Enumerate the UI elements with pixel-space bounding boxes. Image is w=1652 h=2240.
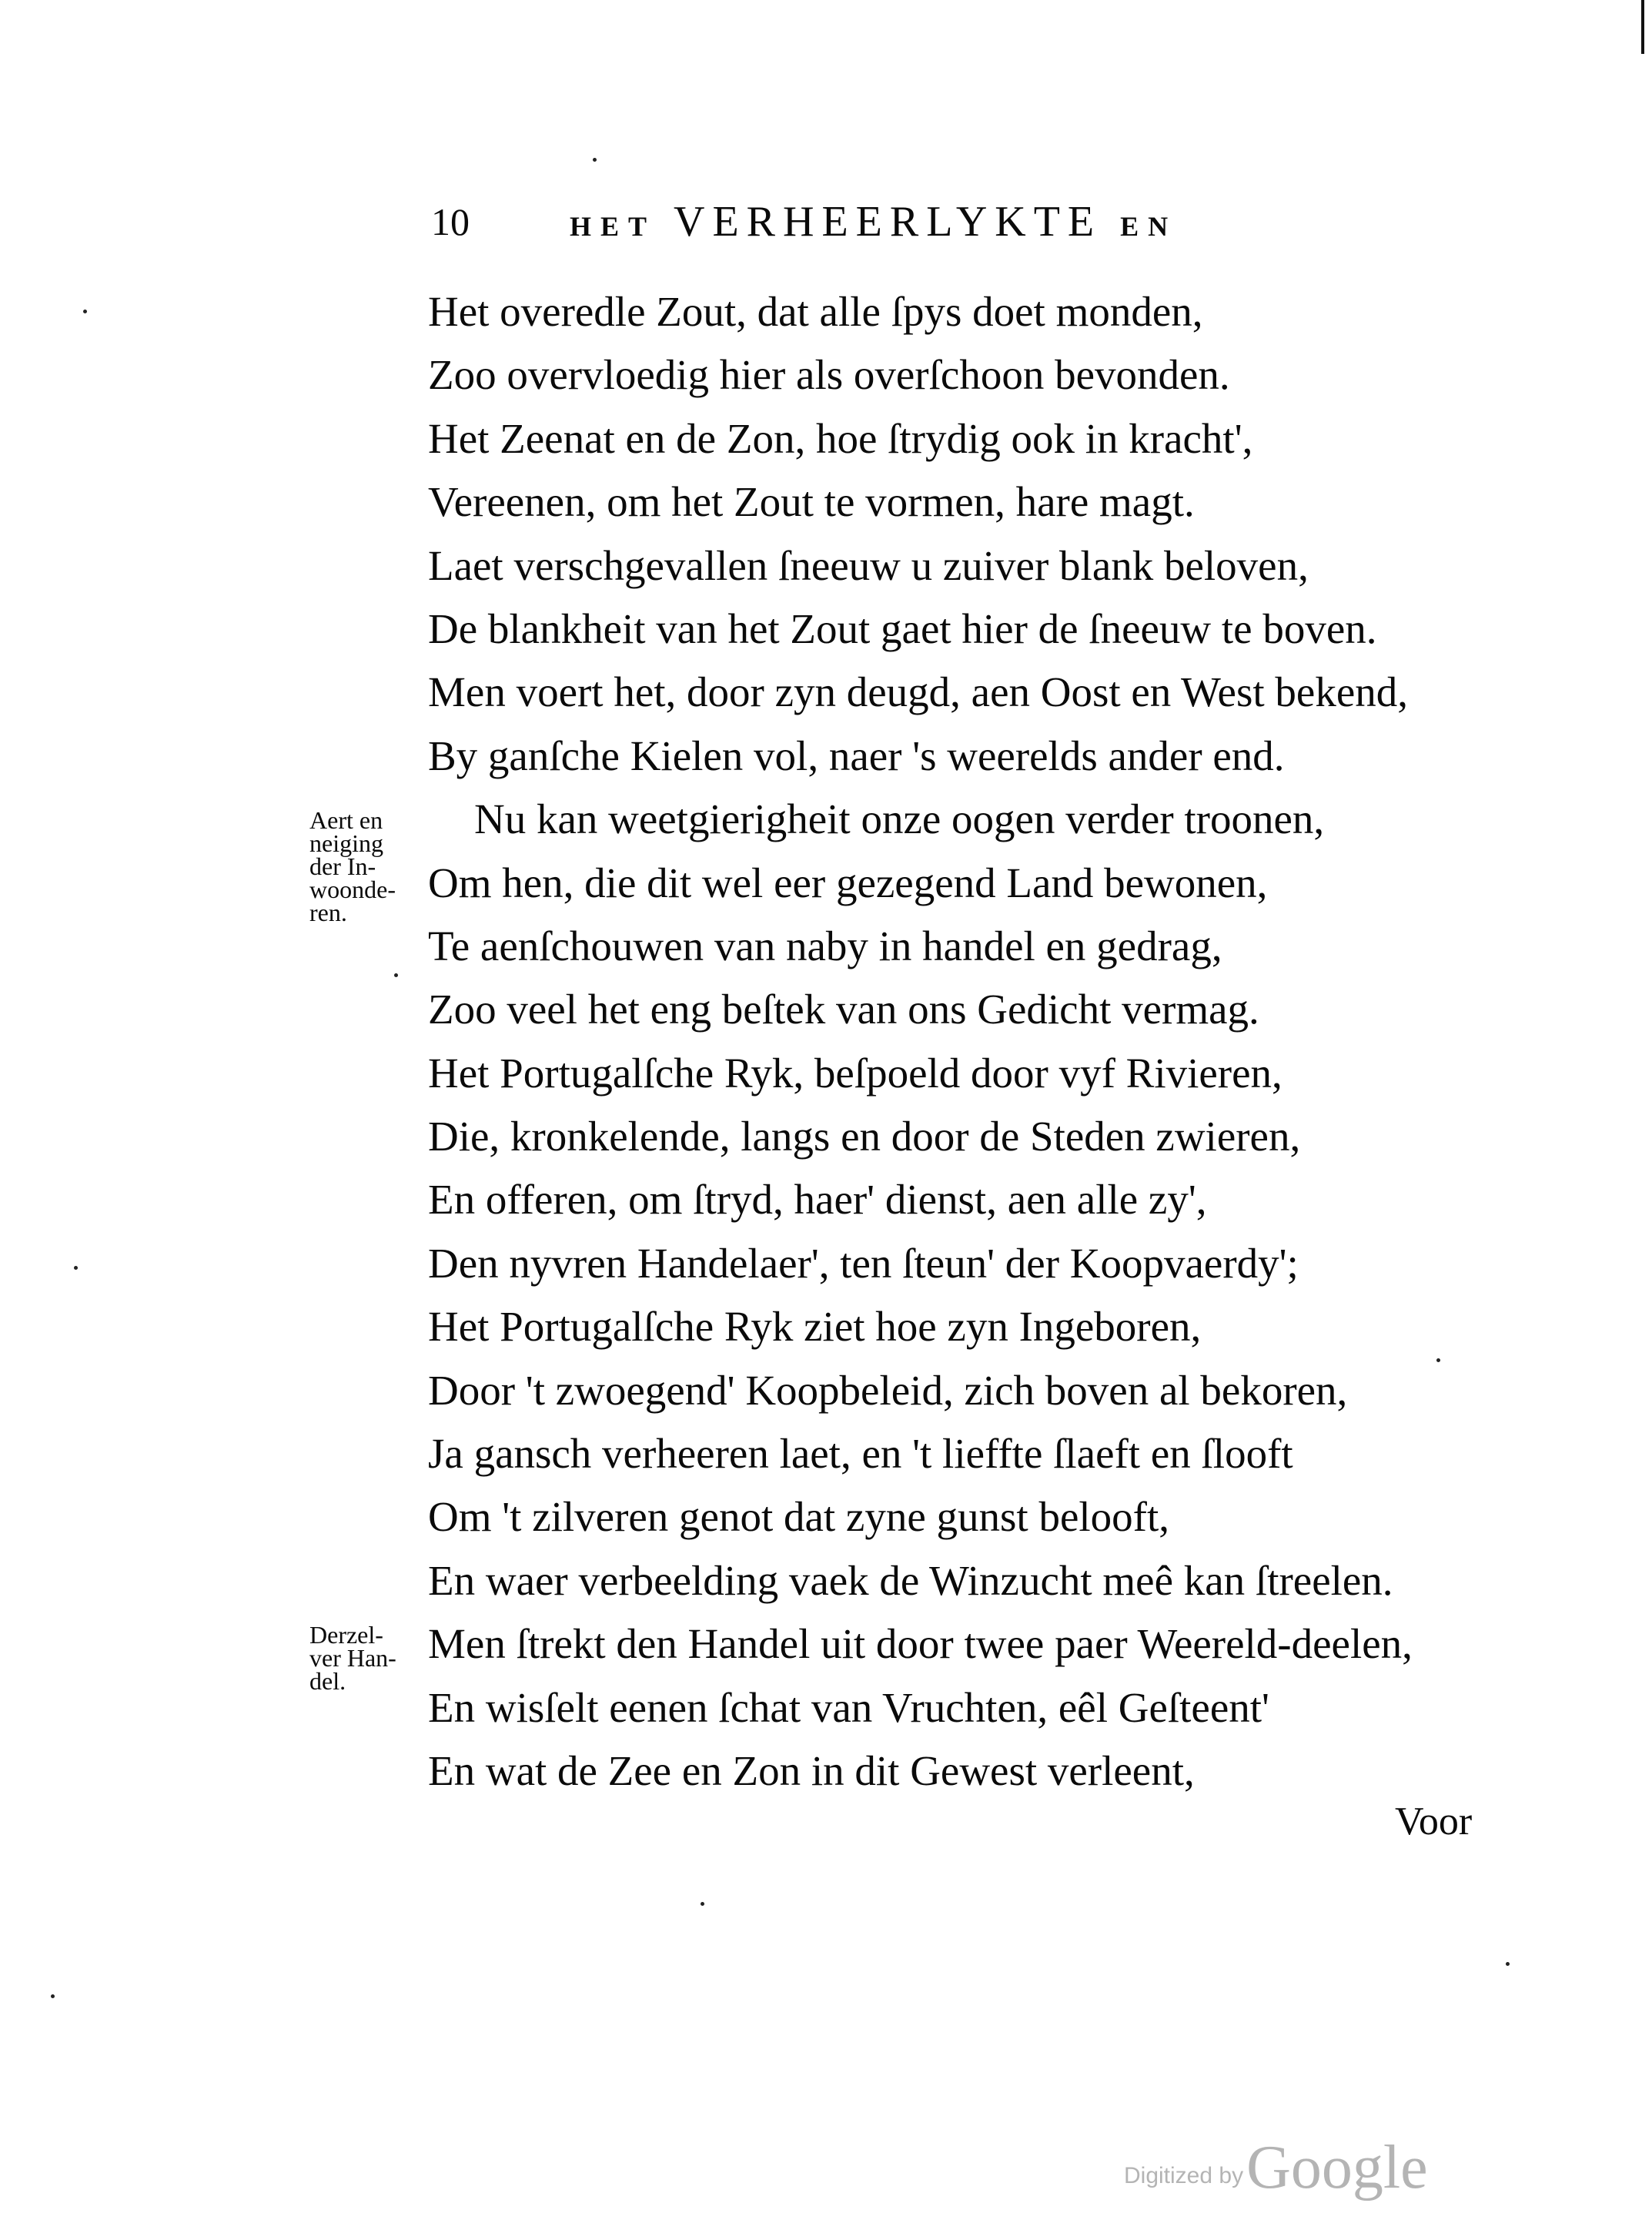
verse-line: En wat de Zee en Zon in dit Gewest verleent, [428, 1746, 1195, 1794]
verse-line: Het Portugalſche Ryk ziet hoe zyn Ingeboren, [428, 1303, 1202, 1351]
verse-line: Men voert het, door zyn deugd, aen Oost en West bekend, [428, 668, 1408, 716]
margin-note-line: Derzel- [309, 1621, 383, 1649]
ink-speck [1436, 1358, 1440, 1362]
verse-line: De blankheit van het Zout gaet hier de ſneeuw te boven. [428, 604, 1377, 652]
ink-speck [1506, 1962, 1510, 1966]
margin-note-inhabitants [309, 806, 396, 926]
running-title-right: EN [1120, 211, 1178, 242]
verse-line: Om 't zilveren genot dat zyne gunst belooft, [428, 1493, 1169, 1541]
ink-speck [394, 973, 398, 977]
margin-note-line: ver Han- [309, 1644, 396, 1672]
verse-line: Ja gansch verheeren laet, en 't lieffte ſlaeft en ſlooft [428, 1430, 1293, 1478]
margin-note-line: woonde- [309, 876, 396, 903]
verse-line: Het Zeenat en de Zon, hoe ſtrydig ook in kracht', [428, 414, 1253, 462]
verse-line: Het Portugalſche Ryk, beſpoeld door vyf Rivieren, [428, 1049, 1282, 1097]
ink-speck [83, 310, 87, 313]
verse-line: En wisſelt eenen ſchat van Vruchten, eêl Geſteent' [428, 1683, 1269, 1731]
page-number: 10 [431, 200, 470, 243]
margin-note-line: der In- [309, 852, 376, 880]
verse-line: Den nyvren Handelaer', ten ſteun' der Koopvaerdy'; [428, 1239, 1299, 1287]
watermark-prefix: Digitized by [1124, 2163, 1244, 2188]
ink-speck [593, 158, 597, 162]
ink-speck [51, 1994, 55, 1998]
verse-line: Men ſtrekt den Handel uit door twee paer Weereld-deelen, [428, 1620, 1413, 1668]
ink-speck [701, 1902, 704, 1906]
catchword: Voor [1395, 1800, 1473, 1843]
margin-note-line: Aert en [309, 806, 383, 834]
running-title-left: HET [570, 211, 657, 242]
verse-line: By ganſche Kielen vol, naer 's weerelds ander end. [428, 732, 1285, 779]
digitized-by-google-watermark [1124, 2133, 1428, 2203]
scan-edge-mark [1641, 0, 1644, 54]
verse-line: Door 't zwoegend' Koopbeleid, zich boven al bekoren, [428, 1366, 1348, 1414]
verse-line: Het overedle Zout, dat alle ſpys doet monden, [428, 288, 1203, 335]
margin-note-line: ren. [309, 899, 347, 926]
verse-line: En offeren, om ſtryd, haer' dienst, aen alle zy', [428, 1176, 1207, 1224]
google-logo-text: Google [1246, 2134, 1428, 2201]
margin-note-line: del. [309, 1667, 346, 1695]
running-title [570, 199, 1177, 249]
ink-speck [74, 1266, 78, 1270]
verse-line: Zoo veel het eng beſtek van ons Gedicht vermag. [428, 986, 1259, 1033]
verse-line: En waer verbeelding vaek de Winzucht meê kan ſtreelen. [428, 1556, 1393, 1604]
verse-line: Te aenſchouwen van naby in handel en gedrag, [428, 922, 1222, 969]
margin-note-trade [309, 1623, 396, 1693]
poem-text [428, 280, 1506, 1803]
running-header [431, 199, 1324, 245]
verse-line: Nu kan weetgierigheit onze oogen verder troonen, [474, 795, 1325, 843]
verse-line: Zoo overvloedig hier als overſchoon bevonden. [428, 351, 1230, 399]
verse-line: Laet verschgevallen ſneeuw u zuiver blank beloven, [428, 541, 1309, 589]
running-title-main: VERHEERLYKTE [674, 198, 1102, 246]
verse-line: Die, kronkelende, langs en door de Steden zwieren, [428, 1113, 1301, 1160]
verse-line: Om hen, die dit wel eer gezegend Land bewonen, [428, 859, 1268, 906]
verse-line: Vereenen, om het Zout te vormen, hare magt. [428, 478, 1195, 526]
margin-note-line: neiging [309, 829, 383, 857]
